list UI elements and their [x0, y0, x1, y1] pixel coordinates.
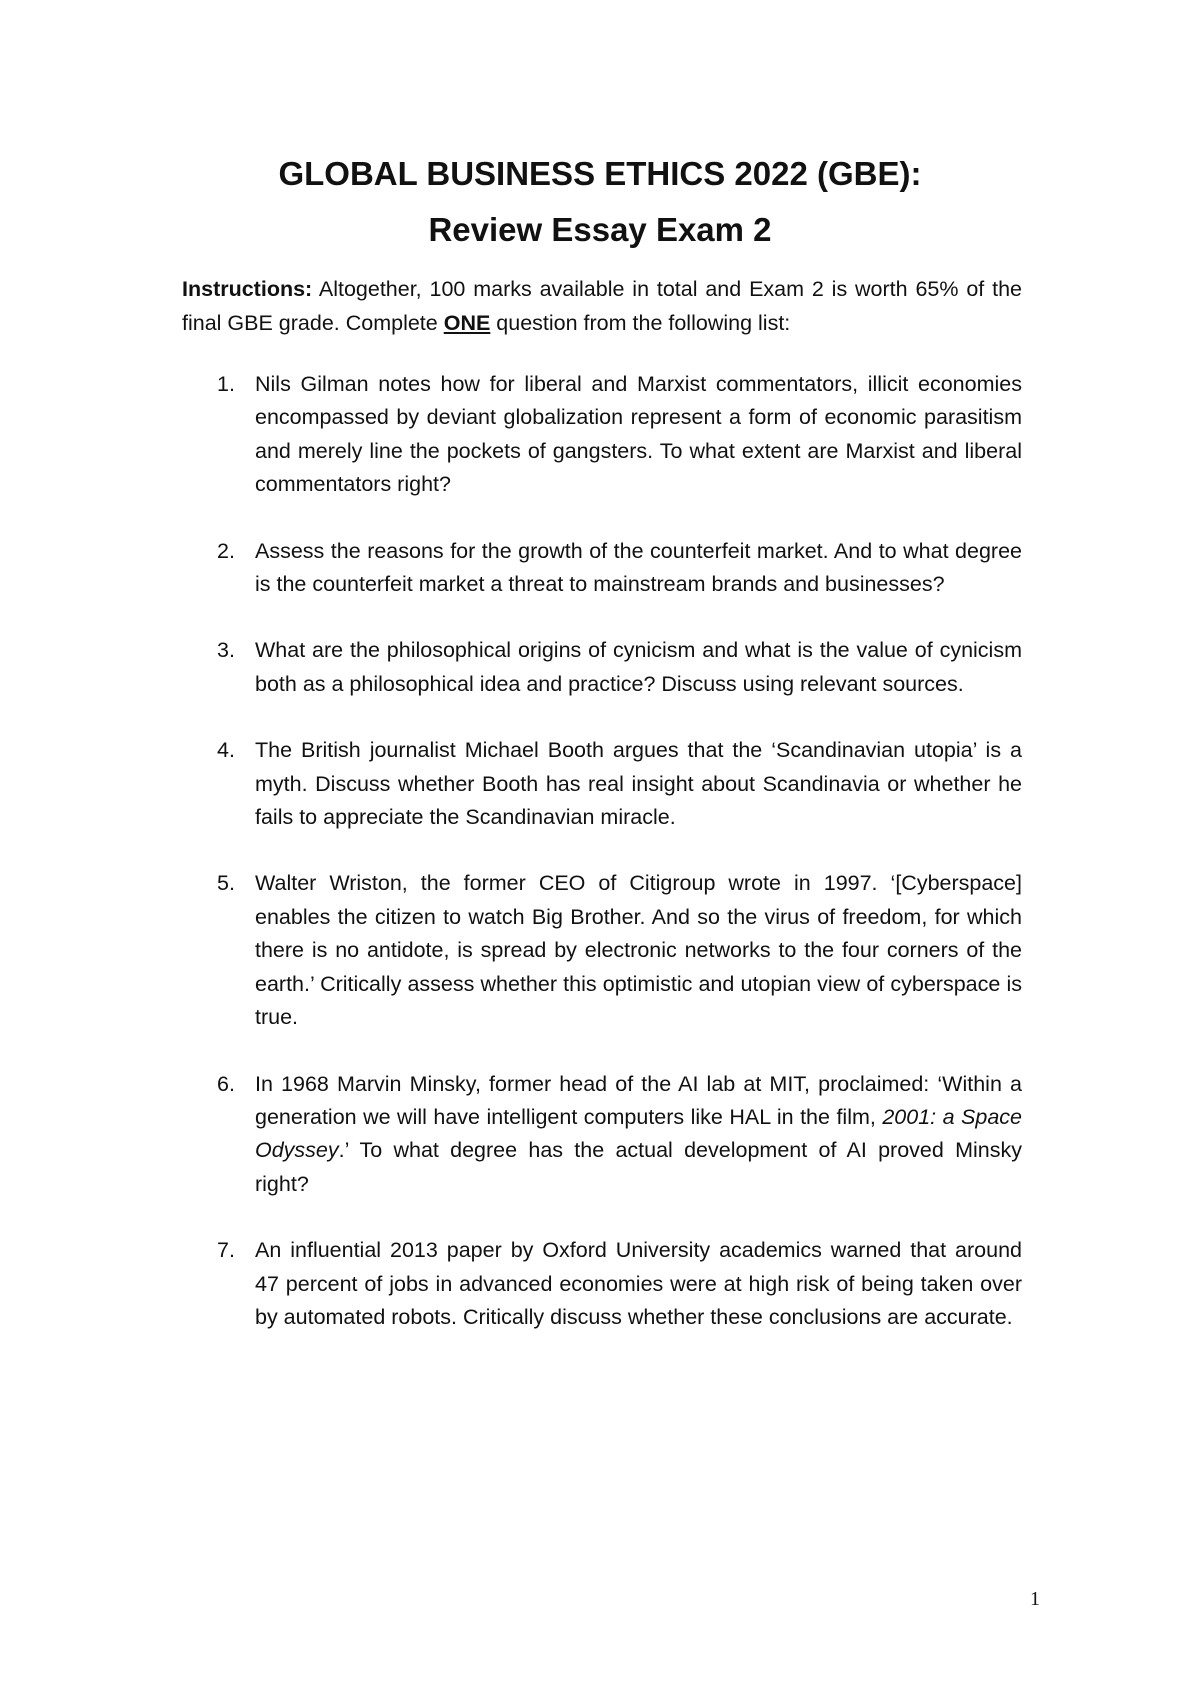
question-item-6 — [182, 1068, 1022, 1202]
question-text-before: In 1968 Marvin Minsky, former head of the AI lab at MIT, proclaimed: ‘Within a generation we will have intelligent computers like HAL in the film, — [255, 1071, 1022, 1129]
title-line-2: Review Essay Exam 2 — [428, 211, 772, 248]
film-title: 2001: a Space Odyssey — [255, 1104, 1022, 1163]
question-text-after: .’ To what degree has the actual development of AI proved Minsky right? — [255, 1138, 1022, 1196]
question-number: 4. — [217, 738, 235, 763]
question-item-4 — [182, 734, 1022, 834]
question-item-2 — [182, 535, 1022, 602]
question-text: Walter Wriston, the former CEO of Citigroup wrote in 1997. ‘[Cyberspace] enables the citizen to watch Big Brother. And so the virus of freedom, for which there is no antidote, is spread by electronic networks to the four corners of the earth.’ Critically assess whether this optimistic and utopian view of cyberspace is true. — [255, 871, 1022, 1030]
question-item-7 — [182, 1234, 1022, 1334]
question-number: 6. — [217, 1071, 235, 1096]
question-item-3 — [182, 634, 1022, 701]
page-number: 1 — [1030, 1588, 1040, 1610]
document-title — [0, 146, 1200, 258]
title-line-1: GLOBAL BUSINESS ETHICS 2022 (GBE): — [278, 155, 922, 192]
question-number: 1. — [217, 372, 235, 396]
instructions-text-before: Altogether, 100 marks available in total and Exam 2 is worth 65% of the final GBE grade. Complete — [182, 277, 1022, 335]
instructions-label: Instructions: — [182, 277, 313, 301]
question-list — [182, 368, 1022, 1367]
question-text — [255, 1072, 1022, 1196]
instructions-paragraph — [182, 272, 1022, 340]
question-number: 5. — [217, 871, 235, 896]
question-text: What are the philosophical origins of cynicism and what is the value of cynicism both as a philosophical idea and practice? Discuss using relevant sources. — [255, 638, 1022, 696]
question-number: 7. — [217, 1238, 235, 1263]
question-number: 3. — [217, 638, 235, 663]
question-item-5 — [182, 867, 1022, 1034]
question-text: Nils Gilman notes how for liberal and Marxist commentators, illicit economies encompassed by deviant globalization represent a form of economic parasitism and merely line the pockets of gangsters. To what extent are Marxist and liberal commentators right? — [255, 372, 1022, 497]
question-text: An influential 2013 paper by Oxford University academics warned that around 47 percent of jobs in advanced economies were at high risk of being taken over by automated robots. Critically discuss whether these conclusions are accurate. — [255, 1238, 1022, 1329]
instructions-text-after: question from the following list: — [490, 311, 791, 335]
instructions-emphasis: ONE — [443, 311, 491, 335]
question-number: 2. — [217, 538, 235, 563]
question-text: Assess the reasons for the growth of the counterfeit market. And to what degree is the counterfeit market a threat to mainstream brands and businesses? — [255, 538, 1022, 597]
question-text: The British journalist Michael Booth argues that the ‘Scandinavian utopia’ is a myth. Discuss whether Booth has real insight about Scandinavia or whether he fails to appreciate the Scandinavian miracle. — [255, 738, 1022, 830]
question-item-1 — [182, 368, 1022, 502]
